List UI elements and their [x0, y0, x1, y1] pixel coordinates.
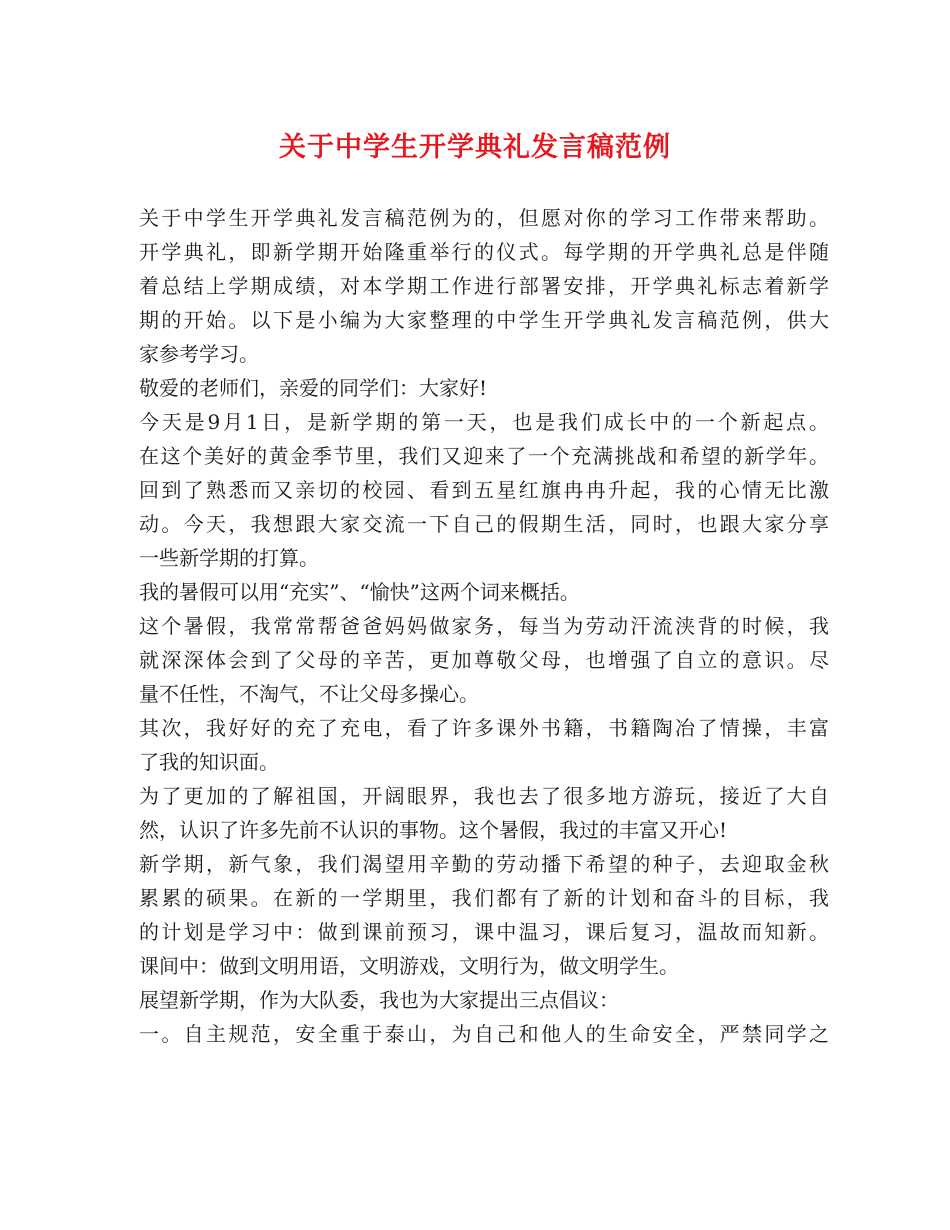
- body-line: 累累的硕果。在新的一学期里，我们都有了新的计划和奋斗的目标，我: [139, 886, 829, 910]
- body-line: 展望新学期，作为大队委，我也为大家提出三点倡议：: [139, 988, 619, 1012]
- body-line: 量不任性，不淘气，不让父母多操心。: [139, 682, 479, 706]
- body-line: 家参考学习。: [139, 342, 259, 366]
- body-line: 的计划是学习中：做到课前预习，课中温习，课后复习，温故而知新。: [139, 920, 829, 944]
- body-line: 动。今天，我想跟大家交流一下自己的假期生活，同时，也跟大家分享: [139, 512, 829, 536]
- body-line: 新学期，新气象，我们渴望用辛勤的劳动播下希望的种子，去迎取金秋: [139, 852, 829, 876]
- body-line: 一。自主规范，安全重于泰山，为自己和他人的生命安全，严禁同学之: [139, 1022, 829, 1046]
- document-body: [139, 201, 829, 1051]
- body-line: 了我的知识面。: [139, 750, 279, 774]
- body-line: 一些新学期的打算。: [139, 546, 319, 570]
- document-title: 关于中学生开学典礼发言稿范例: [279, 132, 671, 163]
- body-line: 关于中学生开学典礼发言稿范例为的，但愿对你的学习工作带来帮助。: [139, 206, 829, 230]
- body-line: 回到了熟悉而又亲切的校园、看到五星红旗冉冉升起，我的心情无比激: [139, 478, 829, 502]
- body-line: 然，认识了许多先前不认识的事物。这个暑假，我过的丰富又开心!: [139, 818, 728, 842]
- body-line: 课间中：做到文明用语，文明游戏，文明行为，做文明学生。: [139, 954, 679, 978]
- body-line: 着总结上学期成绩，对本学期工作进行部署安排，开学典礼标志着新学: [139, 274, 829, 298]
- body-line: 开学典礼，即新学期开始隆重举行的仪式。每学期的开学典礼总是伴随: [139, 240, 829, 264]
- body-line: 这个暑假，我常常帮爸爸妈妈做家务，每当为劳动汗流浃背的时候，我: [139, 614, 829, 638]
- body-line: 今天是9月1日，是新学期的第一天，也是我们成长中的一个新起点。: [139, 410, 829, 434]
- body-line: 其次，我好好的充了充电，看了许多课外书籍，书籍陶冶了情操，丰富: [139, 716, 829, 740]
- body-line: 就深深体会到了父母的辛苦，更加尊敬父母，也增强了自立的意识。尽: [139, 648, 829, 672]
- body-line: 敬爱的老师们，亲爱的同学们：大家好!: [139, 376, 488, 400]
- body-line: 期的开始。以下是小编为大家整理的中学生开学典礼发言稿范例，供大: [139, 308, 829, 332]
- body-line: 我的暑假可以用“充实”、“愉快”这两个词来概括。: [139, 580, 580, 604]
- body-line: 在这个美好的黄金季节里，我们又迎来了一个充满挑战和希望的新学年。: [139, 444, 829, 468]
- body-line: 为了更加的了解祖国，开阔眼界，我也去了很多地方游玩，接近了大自: [139, 784, 829, 808]
